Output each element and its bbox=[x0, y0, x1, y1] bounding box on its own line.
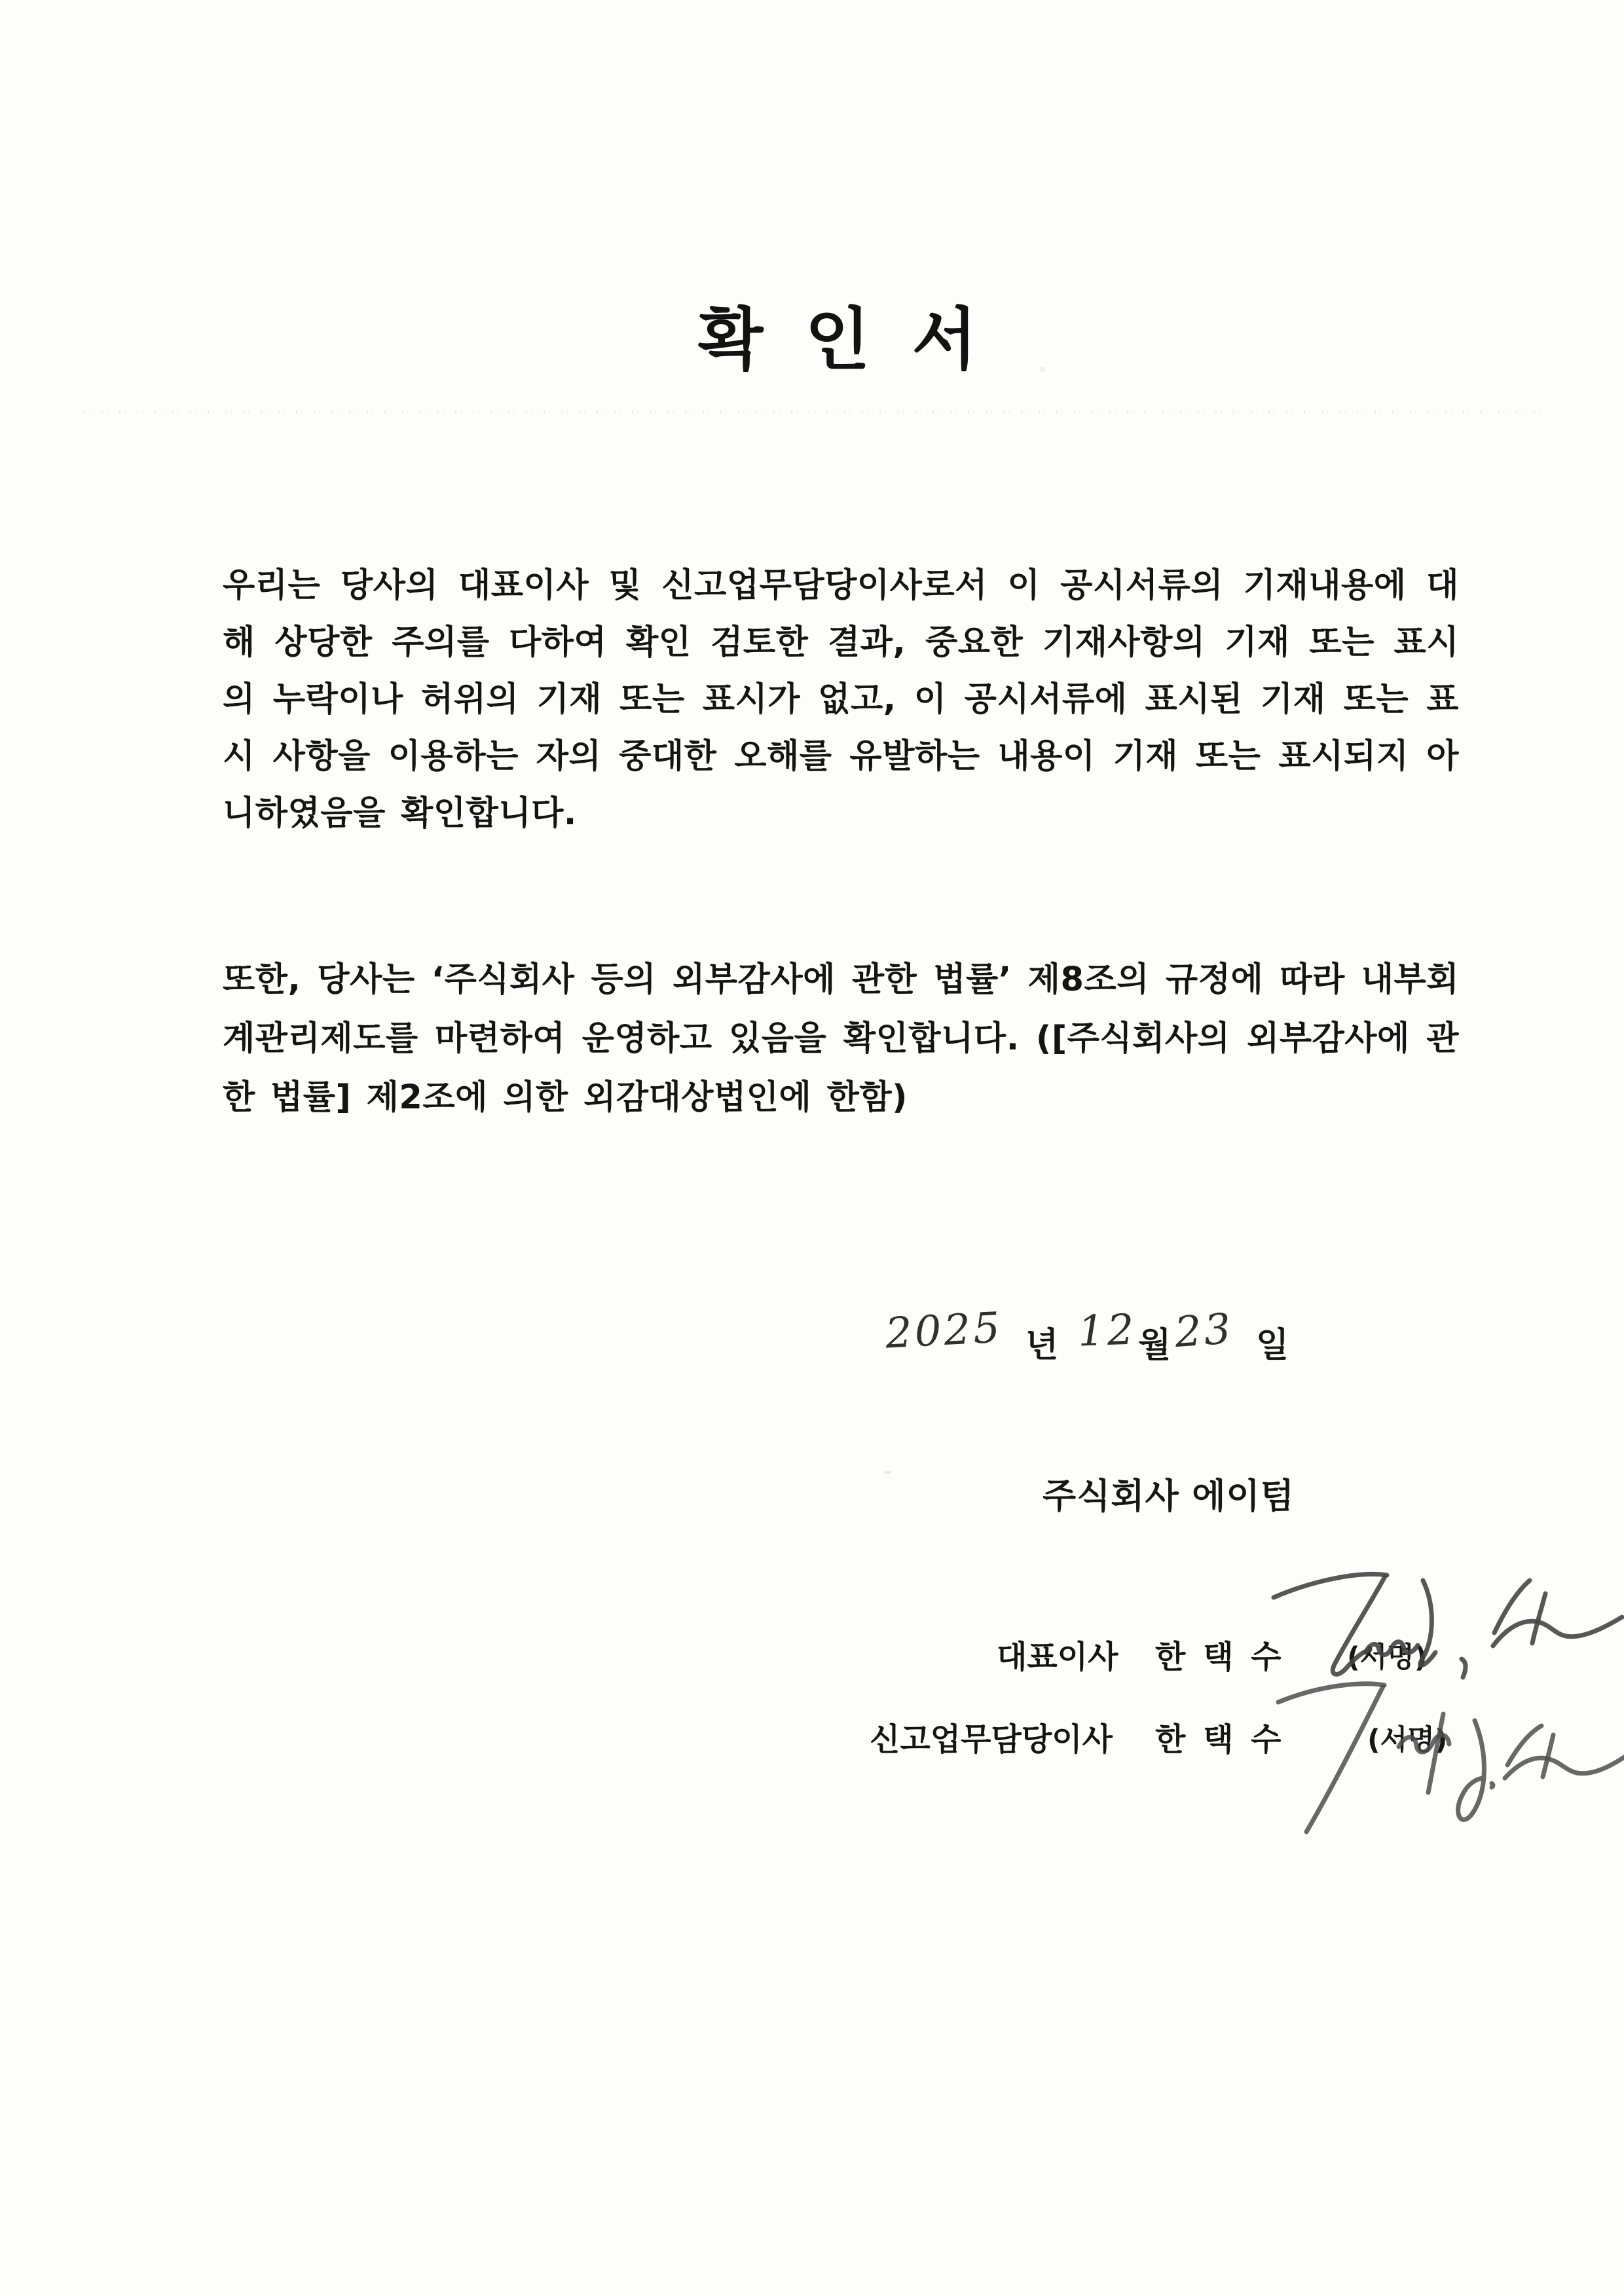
paragraph-line: 의 누락이나 허위의 기재 또는 표시가 없고, 이 공시서류에 표시된 기재 또는 표 bbox=[223, 680, 1459, 719]
company-name: 주식회사 에이텀 bbox=[1043, 1476, 1295, 1516]
paragraph-line: 해 상당한 주의를 다하여 확인 검토한 결과, 중요한 기재사항의 기재 또는 표시 bbox=[223, 623, 1459, 662]
paragraph-line: 한 법률] 제2조에 의한 외감대상법인에 한함) bbox=[223, 1078, 908, 1117]
signer-role-ceo: 대표이사 bbox=[997, 1639, 1118, 1675]
sign-here-label: (서명) bbox=[1367, 1724, 1448, 1757]
paragraph-line: 우리는 당사의 대표이사 및 신고업무담당이사로서 이 공시서류의 기재내용에 대 bbox=[223, 566, 1459, 605]
month-label: 월 bbox=[1138, 1326, 1172, 1365]
handwritten-year: 2025 bbox=[884, 1303, 1004, 1358]
signer-name-officer: 한 택 수 bbox=[1155, 1721, 1282, 1758]
ceo-signature-scribble bbox=[1264, 1553, 1624, 1694]
day-label: 일 bbox=[1256, 1326, 1289, 1365]
handwritten-month: 12 bbox=[1077, 1305, 1137, 1357]
document-title: 확 인 서 bbox=[697, 301, 987, 379]
body-paragraph-2 bbox=[223, 951, 1459, 1127]
sign-here-label: (서명) bbox=[1347, 1641, 1428, 1674]
body-paragraph-1 bbox=[223, 557, 1459, 842]
year-label: 년 bbox=[1025, 1326, 1059, 1365]
paragraph-line: 계관리제도를 마련하여 운영하고 있음을 확인합니다. ([주식회사의 외부감사에 관 bbox=[223, 1019, 1459, 1058]
scan-speck bbox=[884, 1471, 891, 1474]
paragraph-line: 니하였음을 확인합니다. bbox=[223, 794, 577, 833]
handwritten-day: 23 bbox=[1173, 1304, 1235, 1358]
paragraph-line: 또한, 당사는 ‘주식회사 등의 외부감사에 관한 법률’ 제8조의 규정에 따라 내부회 bbox=[223, 960, 1459, 999]
signer-role-officer: 신고업무담당이사 bbox=[870, 1721, 1113, 1758]
signer-name-ceo: 한 택 수 bbox=[1155, 1639, 1282, 1675]
scan-speck bbox=[1040, 367, 1045, 372]
scan-artifact-band bbox=[84, 410, 1541, 414]
paragraph-line: 시 사항을 이용하는 자의 중대한 오해를 유발하는 내용이 기재 또는 표시되지 아 bbox=[223, 737, 1459, 776]
